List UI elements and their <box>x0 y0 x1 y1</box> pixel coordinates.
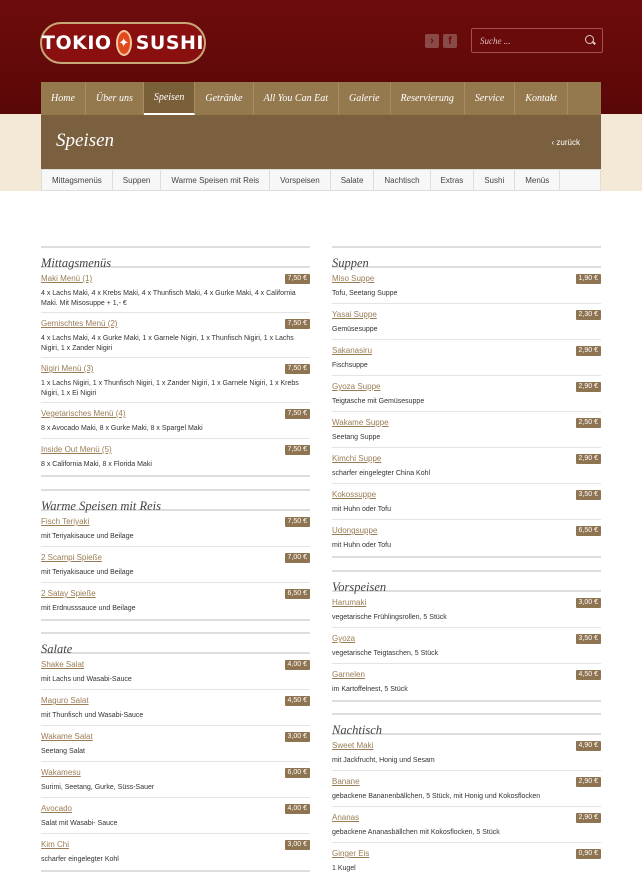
menu-item <box>332 484 601 520</box>
nav-galerie[interactable]: Galerie <box>339 82 391 115</box>
price-badge: 4,50 € <box>576 670 601 680</box>
item-name[interactable]: Sakanasiru <box>332 346 373 355</box>
menu-item <box>332 520 601 556</box>
menu-item <box>41 439 310 475</box>
item-description: Fischsuppe <box>332 362 368 369</box>
section-salate <box>41 632 310 872</box>
nav-service[interactable]: Service <box>465 82 515 115</box>
item-name[interactable]: Wakame Suppe <box>332 418 389 427</box>
main-nav <box>41 82 601 115</box>
item-description: Tofu, Seetang Suppe <box>332 290 398 297</box>
section-nachtisch <box>332 713 601 879</box>
item-name[interactable]: Banane <box>332 777 360 786</box>
item-description: mit Thunfisch und Wasabi-Sauce <box>41 712 144 719</box>
back-link[interactable]: ‹ zurück <box>551 138 580 147</box>
section-title: Nachtisch <box>332 713 601 735</box>
menu-item <box>332 268 601 304</box>
item-name[interactable]: Vegetarisches Menü (4) <box>41 409 126 418</box>
menu-item <box>332 412 601 448</box>
item-name[interactable]: Garnelen <box>332 670 365 679</box>
item-description: mit Huhn oder Tofu <box>332 506 392 513</box>
facebook-icon[interactable]: f <box>443 34 457 48</box>
item-name[interactable]: Kimchi Suppe <box>332 454 382 463</box>
price-badge: 4,00 € <box>285 804 310 814</box>
site-logo[interactable] <box>40 22 206 64</box>
price-badge: 2,90 € <box>576 454 601 464</box>
item-name[interactable]: Nigiri Menü (3) <box>41 364 94 373</box>
item-description: gebackene Bananenbällchen, 5 Stück, mit Honig und Kokosflocken <box>332 793 541 800</box>
item-description: vegetarische Teigtaschen, 5 Stück <box>332 650 439 657</box>
search-icon[interactable] <box>585 35 594 44</box>
search-box <box>471 28 603 53</box>
price-badge: 6,50 € <box>576 526 601 536</box>
subnav-mittagsmenues[interactable]: Mittagsmenüs <box>42 170 113 190</box>
subnav-suppen[interactable]: Suppen <box>113 170 162 190</box>
item-name[interactable]: Wakamesu <box>41 768 81 777</box>
item-name[interactable]: Gyoza Suppe <box>332 382 381 391</box>
category-nav <box>41 169 601 191</box>
item-description: mit Erdnusssauce und Beilage <box>41 605 136 612</box>
nav-reservierung[interactable]: Reservierung <box>391 82 465 115</box>
item-name[interactable]: Yasai Suppe <box>332 310 377 319</box>
section-divider <box>41 870 310 872</box>
nav-kontakt[interactable]: Kontakt <box>515 82 568 115</box>
price-badge: 4,00 € <box>285 660 310 670</box>
item-name[interactable]: Miso Suppe <box>332 274 375 283</box>
price-badge: 7,50 € <box>285 364 310 374</box>
section-title: Suppen <box>332 246 601 268</box>
item-description: gebackene Ananasbällchen mit Kokosflocken, 5 Stück <box>332 829 500 836</box>
item-name[interactable]: Inside Out Menü (5) <box>41 445 112 454</box>
item-description: 8 x Avocado Maki, 8 x Gurke Maki, 8 x Spargel Maki <box>41 425 203 432</box>
nav-ueber-uns[interactable]: Über uns <box>86 82 144 115</box>
rss-icon[interactable]: › <box>425 34 439 48</box>
menu-item <box>332 448 601 484</box>
item-name[interactable]: Wakame Salat <box>41 732 93 741</box>
item-description: mit Jackfrucht, Honig und Sesam <box>332 757 435 764</box>
page-title: Speisen <box>56 130 115 151</box>
item-description: mit Huhn oder Tofu <box>332 542 392 549</box>
menu-item <box>332 735 601 771</box>
item-description: im Kartoffelnest, 5 Stück <box>332 686 408 693</box>
menu-item <box>332 340 601 376</box>
item-name[interactable]: Shake Salat <box>41 660 85 669</box>
menu-content <box>0 191 642 890</box>
menu-item <box>41 511 310 547</box>
item-description: Surimi, Seetang, Gurke, Süss-Sauer <box>41 784 155 791</box>
section-suppen <box>332 246 601 558</box>
nav-home[interactable]: Home <box>41 82 86 115</box>
item-name[interactable]: Ginger Eis <box>332 849 370 858</box>
chopsticks-icon: ✦ <box>116 30 132 56</box>
menu-item <box>332 304 601 340</box>
price-badge: 1,90 € <box>576 274 601 284</box>
price-badge: 2,50 € <box>576 418 601 428</box>
menu-item <box>41 583 310 619</box>
item-description: 1 x Lachs Nigiri, 1 x Thunfisch Nigiri, 1 x Zander Nigiri, 1 x Garnele Nigiri, 1 x Krebs Nigiri, 1 x Ei Nigiri <box>41 380 299 397</box>
price-badge: 3,50 € <box>576 634 601 644</box>
price-badge: 2,30 € <box>576 310 601 320</box>
item-description: Salat mit Wasabi- Sauce <box>41 820 118 827</box>
item-description: mit Teriyakisauce und Beilage <box>41 533 134 540</box>
item-description: mit Lachs und Wasabi-Sauce <box>41 676 132 683</box>
price-badge: 0,90 € <box>576 849 601 859</box>
section-divider <box>332 700 601 702</box>
section-title: Vorspeisen <box>332 570 601 592</box>
item-description: Seetang Salat <box>41 748 85 755</box>
menu-item <box>332 628 601 664</box>
menu-item <box>41 654 310 690</box>
item-description: scharfer eingelegter China Kohl <box>332 470 431 477</box>
item-name[interactable]: Kokossuppe <box>332 490 377 499</box>
price-badge: 2,90 € <box>576 382 601 392</box>
item-name[interactable]: Gyoza <box>332 634 356 643</box>
price-badge: 7,50 € <box>285 409 310 419</box>
menu-item <box>332 376 601 412</box>
menu-item <box>332 843 601 879</box>
menu-item <box>41 726 310 762</box>
menu-item <box>332 664 601 700</box>
menu-item <box>41 313 310 358</box>
item-description: Seetang Suppe <box>332 434 381 441</box>
section-warme-speisen <box>41 489 310 621</box>
subnav-vorspeisen[interactable]: Vorspeisen <box>270 170 331 190</box>
price-badge: 2,90 € <box>576 346 601 356</box>
section-divider <box>41 619 310 621</box>
item-name[interactable]: 2 Scampi Spieße <box>41 553 102 562</box>
price-badge: 4,90 € <box>576 741 601 751</box>
nav-getraenke[interactable]: Getränke <box>195 82 253 115</box>
item-name[interactable]: Gemischtes Menü (2) <box>41 319 118 328</box>
logo-word-tokio: TOKIO <box>42 32 112 54</box>
item-name[interactable]: Ananas <box>332 813 360 822</box>
price-badge: 6,00 € <box>285 768 310 778</box>
item-description: mit Teriyakisauce und Beilage <box>41 569 134 576</box>
item-name[interactable]: Sweet Maki <box>332 741 374 750</box>
item-name[interactable]: Maki Menü (1) <box>41 274 93 283</box>
menu-item <box>41 403 310 439</box>
menu-item <box>41 762 310 798</box>
price-badge: 4,50 € <box>285 696 310 706</box>
logo-word-sushi: SUSHI <box>135 32 204 54</box>
price-badge: 3,00 € <box>285 840 310 850</box>
nav-speisen[interactable]: Speisen <box>144 82 196 115</box>
price-badge: 3,50 € <box>576 490 601 500</box>
price-badge: 6,50 € <box>285 589 310 599</box>
item-description: 8 x California Maki, 8 x Florida Maki <box>41 461 152 468</box>
item-name[interactable]: Kim Chi <box>41 840 70 849</box>
subnav-warme-speisen[interactable]: Warme Speisen mit Reis <box>161 170 270 190</box>
price-badge: 7,50 € <box>285 274 310 284</box>
section-divider <box>41 475 310 477</box>
search-input[interactable] <box>472 29 580 52</box>
price-badge: 3,00 € <box>576 598 601 608</box>
item-description: 1 Kugel <box>332 865 356 872</box>
menu-item <box>41 547 310 583</box>
item-description: Teigtasche mit Gemüsesuppe <box>332 398 425 405</box>
section-mittagsmenues <box>41 246 310 477</box>
item-name[interactable]: Udongsuppe <box>332 526 378 535</box>
item-name[interactable]: Avocado <box>41 804 72 813</box>
item-name[interactable]: 2 Satay Spieße <box>41 589 96 598</box>
price-badge: 7,50 € <box>285 319 310 329</box>
subnav-salate[interactable]: Salate <box>331 170 375 190</box>
menu-item <box>332 807 601 843</box>
section-title: Warme Speisen mit Reis <box>41 489 310 511</box>
item-description: vegetarische Frühlingsrollen, 5 Stück <box>332 614 447 621</box>
price-badge: 3,00 € <box>285 732 310 742</box>
item-description: Gemüsesuppe <box>332 326 378 333</box>
subnav-nachtisch[interactable]: Nachtisch <box>374 170 430 190</box>
section-divider <box>332 556 601 558</box>
item-name[interactable]: Maguro Salat <box>41 696 89 705</box>
section-title: Mittagsmenüs <box>41 246 310 268</box>
page-banner <box>41 115 601 169</box>
item-description: 4 x Lachs Maki, 4 x Krebs Maki, 4 x Thunfisch Maki, 4 x Gurke Maki, 4 x California Maki. Mit Misosuppe + 1,- € <box>41 290 296 307</box>
price-badge: 2,90 € <box>576 777 601 787</box>
item-description: 4 x Lachs Maki, 4 x Gurke Maki, 1 x Garnele Nigiri, 1 x Thunfisch Nigiri, 1 x Lachs Nigiri, 1 x Zander Nigiri <box>41 335 294 352</box>
menu-item <box>41 798 310 834</box>
menu-item <box>41 358 310 403</box>
item-name[interactable]: Harumaki <box>332 598 367 607</box>
menu-item <box>41 834 310 870</box>
price-badge: 7,50 € <box>285 517 310 527</box>
subnav-menues[interactable]: Menüs <box>515 170 560 190</box>
section-vorspeisen <box>332 570 601 702</box>
menu-item <box>332 771 601 807</box>
item-name[interactable]: Fisch Teriyaki <box>41 517 90 526</box>
subnav-extras[interactable]: Extras <box>431 170 475 190</box>
nav-all-you-can-eat[interactable]: All You Can Eat <box>254 82 339 115</box>
menu-item <box>332 592 601 628</box>
price-badge: 2,90 € <box>576 813 601 823</box>
section-title: Salate <box>41 632 310 654</box>
price-badge: 7,00 € <box>285 553 310 563</box>
menu-item <box>41 690 310 726</box>
menu-item <box>41 268 310 313</box>
subnav-sushi[interactable]: Sushi <box>474 170 515 190</box>
item-description: scharfer eingelegter Kohl <box>41 856 119 863</box>
price-badge: 7,50 € <box>285 445 310 455</box>
